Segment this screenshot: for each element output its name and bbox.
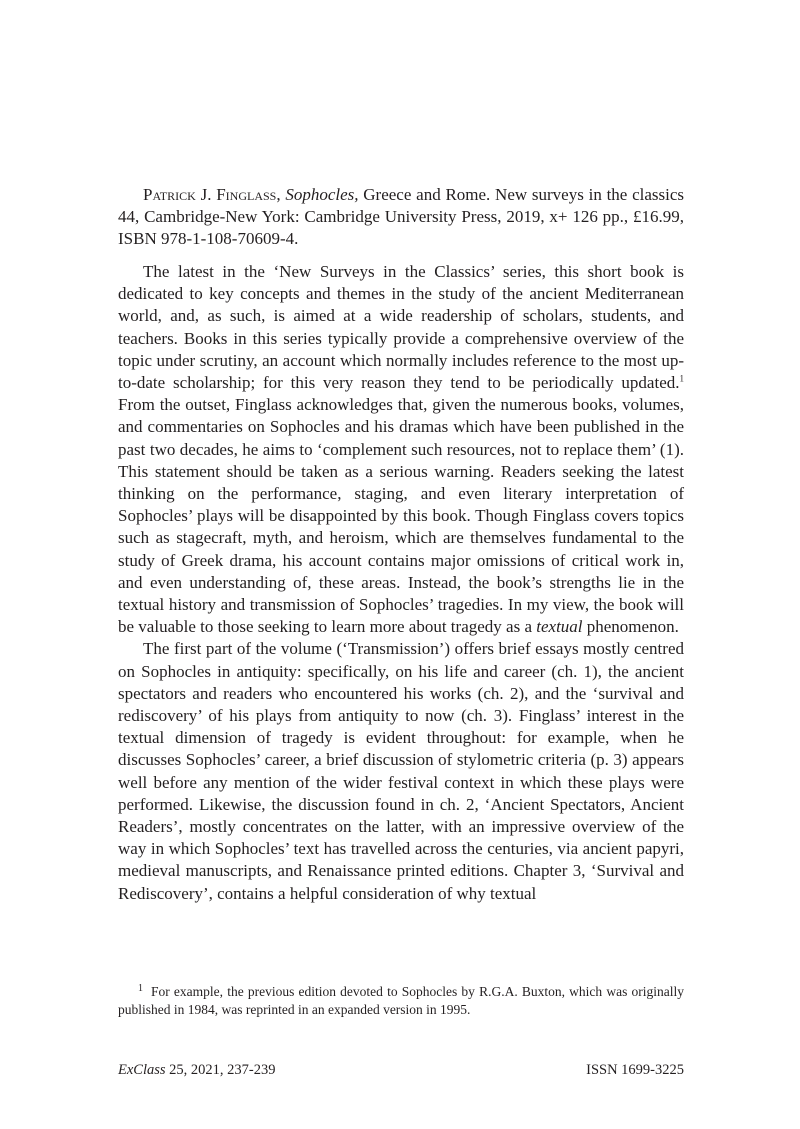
footnote [118, 983, 684, 1019]
book-citation: Patrick J. Finglass, Sophocles, Greece and Rome. New surveys in the classics 44, Cambridge-New York: Cambridge University Press, 2019, x+ 126 pp., £16.99, ISBN 978-1-108-70609-4. [118, 185, 685, 248]
author-initial: P [143, 185, 153, 204]
paragraph-1-text-c: phenomenon. [582, 617, 679, 637]
footnote-text: For example, the previous edition devoted to Sophocles by R.G.A. Buxton, which was originally published in 1984, was reprinted in an expanded version in 1995. [118, 984, 684, 1017]
footnote-reference: 1 [679, 373, 684, 384]
journal-reference [118, 1061, 276, 1079]
author-name [143, 185, 276, 204]
paragraph-1-text-a: The latest in the ‘New Surveys in the Classics’ series, this short book is dedicated to key concepts and themes in the study of the ancient Mediterranean world, and, as such, is aimed at a wide readership of scholars, students, and teachers. Books in this series typically provide a comprehensive overview of the topic under scrutiny, an account which normally includes reference to the most up-to-date scholarship; for this very reason they tend to be periodically updated. [118, 262, 684, 393]
paragraph-2: The first part of the volume (‘Transmission’) offers brief essays mostly centred on Sophocles in antiquity: specifically, on his life and career (ch. 1), the ancient spectators and readers who encountered his works (ch. 2), and the ‘survival and rediscovery’ of his plays from antiquity to now (ch. 3). Finglass’ interest in the textual dimension of tragedy is evident throughout: for example, when he discusses Sophocles’ career, a brief discussion of stylometric criteria (p. 3) appears well before any mention of the wider festival context in which these plays were performed. Likewise, the discussion found in ch. 2, ‘Ancient Spectators, Ancient Readers’, mostly concentrates on the latter, with an impressive overview of the way in which Sophocles’ text has travelled across the centuries, via ancient papyri, medieval manuscripts, and Renaissance printed editions. Chapter 3, ‘Survival and Rediscovery’, contains a helpful consideration of why textual [118, 639, 684, 903]
volume-pages: 25, 2021, 237-239 [165, 1062, 276, 1078]
paragraph-1-text-b: From the outset, Finglass acknowledges that, given the numerous books, volumes, and commentaries on Sophocles and his dramas which have been published in the past two decades, he aims to ‘complement such resources, not to replace them’ (1). This statement should be taken as a serious warning. Readers seeking the latest thinking on the performance, staging, and even literary interpretation of Sophocles’ plays will be disappointed by this book. Though Finglass covers topics such as stagecraft, myth, and heroism, which are themselves fundamental to the study of Greek drama, his account contains major omissions of critical work in, and even understanding of, these areas. Instead, the book’s strengths lie in the textual history and transmission of Sophocles’ tragedies. In my view, the book will be valuable to those seeking to learn more about tragedy as a [118, 395, 684, 637]
book-title: Sophocles, [285, 185, 359, 204]
review-body [118, 261, 684, 905]
emphasis-text: textual [536, 617, 583, 637]
journal-name: ExClass [118, 1062, 166, 1078]
author-last-rest: inglass [225, 185, 277, 204]
author-middle: J. F [200, 185, 226, 204]
author-first-rest: atrick [152, 185, 196, 204]
issn: ISSN 1699-3225 [586, 1062, 684, 1078]
paragraph-1 [118, 261, 684, 638]
citation-details: Greece and Rome. New surveys in the classics 44, Cambridge-New York: Cambridge University Press, 2019, x+ 126 pp., £16.99, ISBN 978-1-108-70609-4. [118, 185, 685, 248]
footnote-marker: 1 [138, 982, 143, 994]
